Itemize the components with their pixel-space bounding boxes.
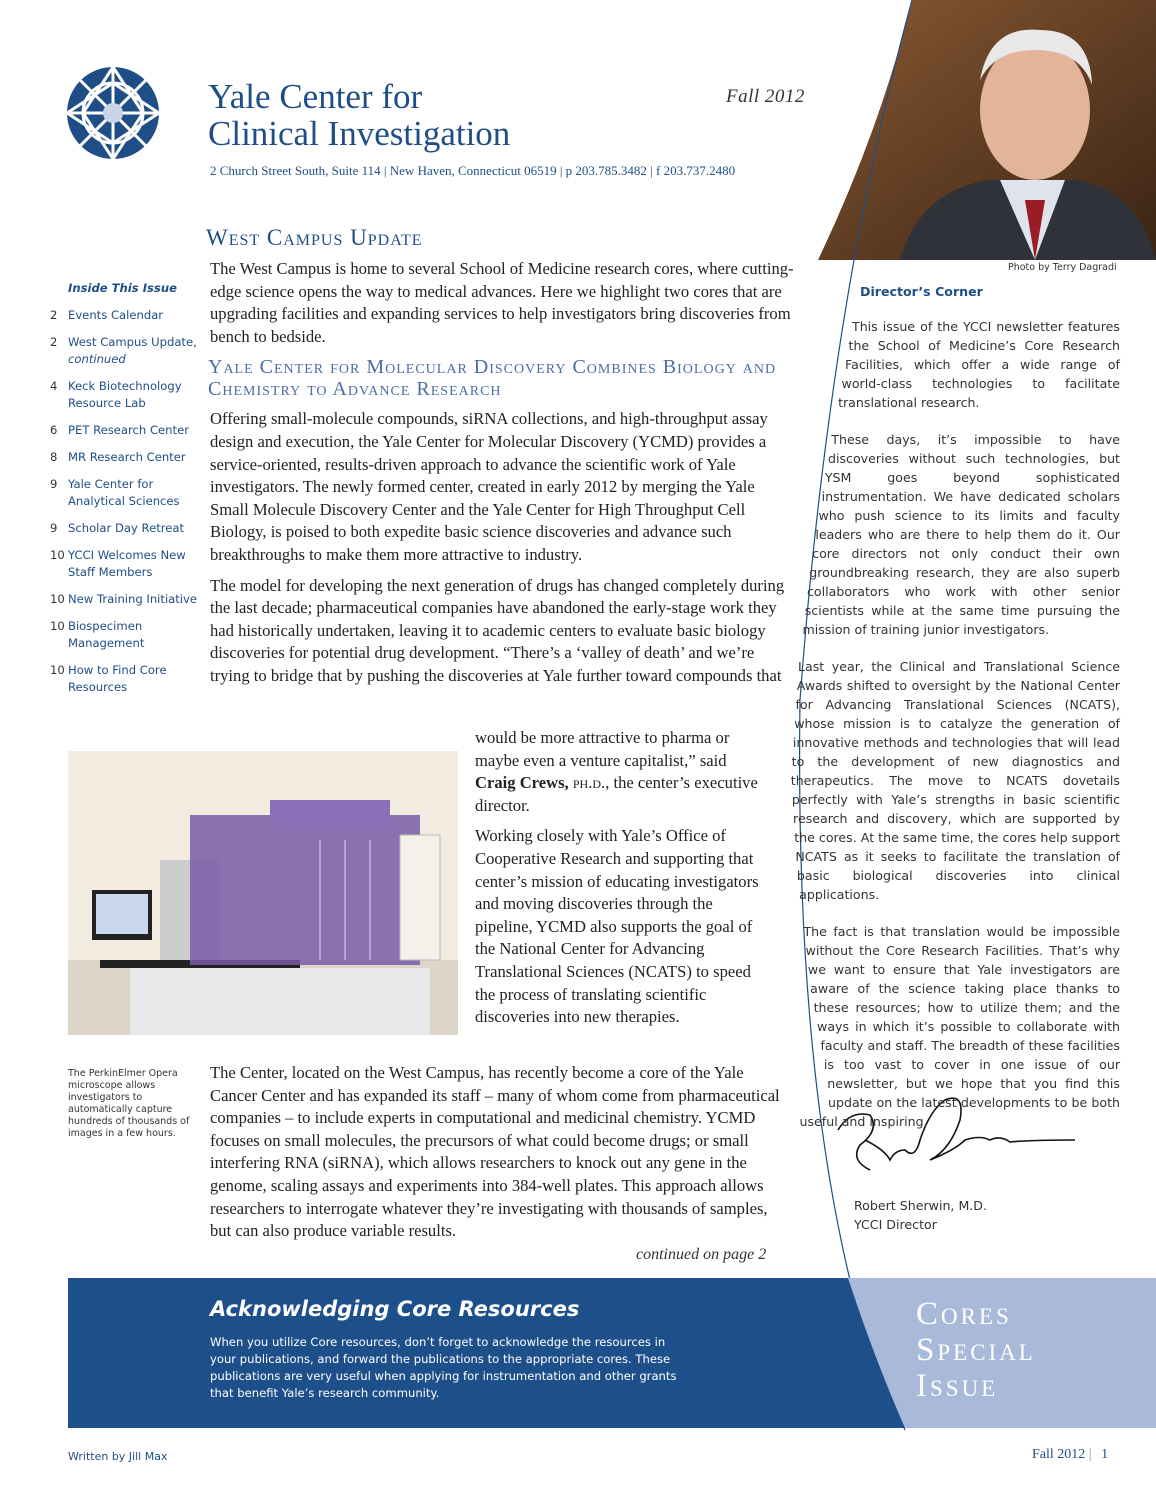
toc-item[interactable] <box>50 449 200 466</box>
toc-label: Yale Center for Analytical Sciences <box>68 477 180 508</box>
toc-item[interactable] <box>50 520 200 537</box>
title-line-1: Yale Center for <box>208 77 423 116</box>
toc-label: How to Find Core Resources <box>68 663 167 694</box>
address: 2 Church Street South, Suite 114 | New Haven, Connecticut 06519 | p 203.785.3482 | f 203.737.2480 <box>210 163 736 178</box>
footer-page: Fall 2012 | 1 <box>1032 1447 1109 1462</box>
toc-label: YCCI Welcomes New Staff Members <box>68 548 186 579</box>
paragraph-2a: The model for developing the next generation of drugs has changed completely during the last decade; pharmaceutical companies have abandoned the early-stage work they had historically undertaken, leaving it to academic centers to evaluate basic biology discoveries for potential drug development. “There’s a ‘valley of death’ and we’re trying to bridge that by pushing the discoveries at Yale further toward compounds that <box>210 575 785 685</box>
toc-label: Scholar Day Retreat <box>68 521 185 535</box>
toc-item[interactable] <box>50 662 200 696</box>
article-subtitle: Yale Center for Molecular Discovery Combines Biology and Chemistry to Advance Research <box>208 356 777 401</box>
footer-author: Written by Jill Max <box>68 1450 168 1463</box>
toc-page-number: 4 <box>50 379 58 393</box>
toc-label: New Training Initiative <box>68 592 198 606</box>
director-paragraph: The fact is that translation would be impossible without the Core Research Facilities. That’s why we want to ensure that Yale investigators are aware of the science taking place thanks to these resources; how to utilize them; and the ways in which it’s possible to collaborate with faculty and staff. The breadth of these facilities is too vast to cover in one issue of our newsletter, but we hope that you find this update on the latest developments to be both useful and inspiring. <box>799 924 1120 1129</box>
photo-caption: The PerkinElmer Opera microscope allows investigators to automatically capture hundreds of thousands of images in a few hours. <box>68 1068 190 1139</box>
directors-corner-heading: Director’s Corner <box>860 284 983 299</box>
toc-item[interactable] <box>50 547 200 581</box>
director-signoff <box>854 1196 987 1234</box>
section-title: West Campus Update <box>206 225 423 250</box>
directors-corner <box>790 282 1120 1149</box>
toc-page-number: 2 <box>50 308 58 322</box>
photo-credit: Photo by Terry Dagradi <box>1008 262 1117 273</box>
toc-page-number: 6 <box>50 423 58 437</box>
toc-item[interactable] <box>50 476 200 510</box>
yale-logo <box>67 67 159 159</box>
toc-page-number: 10 <box>50 663 65 677</box>
paragraph-3: Working closely with Yale’s Office of Cooperative Research and supporting that center’s mission of educating investigators and moving discoveries through the pipeline, YCMD also supports the goal of the National Center for Advancing Translational Sciences (NCATS) to speed the process of translating scientific discoveries into new therapies. <box>475 826 759 1027</box>
director-role: YCCI Director <box>854 1217 937 1232</box>
banner-title: Acknowledging Core Resources <box>210 1297 580 1321</box>
toc-item[interactable] <box>50 334 200 368</box>
toc-page-number: 10 <box>50 619 65 633</box>
lab-photo <box>68 751 458 1035</box>
table-of-contents <box>50 280 200 706</box>
director-paragraph: This issue of the YCCI newsletter features the School of Medicine’s Core Research Facilities, which offer a wide range of world-class technologies to facilitate translational research. <box>838 319 1120 410</box>
paragraph-4: The Center, located on the West Campus, has recently become a core of the Yale Cancer Center and has expanded its staff – many of whom come from pharmaceutical companies – to include experts in computational and medicinal chemistry. YCMD focuses on small molecules, the precursors of what could become drugs; or small interfering RNA (siRNA), which allows researchers to knock out any gene in the genome, scaling assays and experiments into 384-well plates. This approach allows researchers to interrogate whatever they’re investigating with thousands of samples, but can also produce variable results. <box>210 1063 780 1241</box>
toc-heading: Inside This Issue <box>68 281 177 295</box>
toc-item[interactable] <box>50 307 200 324</box>
paragraph-1: Offering small-molecule compounds, siRNA collections, and high-throughput assay design and execution, the Yale Center for Molecular Discovery (YCMD) provides a service-oriented, results-driven approach to advance the scientific work of Yale investigators. The newly formed center, created in early 2012 by merging the Yale Small Molecule Discovery Center and the Yale Center for High Throughput Cell Biology, is poised to both expedite basic science discoveries and advance such breakthroughs to make them more attractive to industry. <box>210 409 768 564</box>
toc-label: Biospecimen Management <box>68 619 145 650</box>
article-bottom <box>210 1062 790 1251</box>
toc-page-number: 9 <box>50 521 58 535</box>
newsletter-title <box>208 78 510 152</box>
director-paragraph: These days, it’s impossible to have discoveries without such technologies, but YSM goes beyond sophisticated instrumentation. We have dedicated scholars who push science to its limits and faculty leaders who are there to help them do it. Our core directors not only conduct their own groundbreaking research, they are also superb collaborators who work with other senior scientists while at the same time pursuing the mission of training junior investigators. <box>802 432 1120 637</box>
toc-page-number: 10 <box>50 592 65 606</box>
article-top <box>210 258 795 696</box>
toc-label: PET Research Center <box>68 423 189 437</box>
special-issue-label: Cores Special Issue <box>916 1296 1036 1404</box>
toc-item[interactable] <box>50 422 200 439</box>
banner-text: When you utilize Core resources, don’t forget to acknowledge the resources in your publications, and forward the publications to the appropriate cores. These publications are very useful when applying for instrumentation and other grants that benefit Yale’s research community. <box>210 1335 677 1400</box>
article-side <box>475 727 770 1037</box>
toc-label: Keck Biotechnology Resource Lab <box>68 379 182 410</box>
toc-page-number: 2 <box>50 335 58 349</box>
director-name: Robert Sherwin, M.D. <box>854 1198 988 1213</box>
toc-page-number: 9 <box>50 477 58 491</box>
toc-item[interactable] <box>50 378 200 412</box>
title-line-2: Clinical Investigation <box>208 114 511 153</box>
toc-label: West Campus Update, continued <box>68 335 197 366</box>
intro-paragraph: The West Campus is home to several School of Medicine research cores, where cutting-edge science opens the way to medical advances. Here we highlight two cores that are upgrading facilities and expanding services to help investigators bring discoveries from bench to bedside. <box>210 259 794 346</box>
director-paragraph: Last year, the Clinical and Translational Science Awards shifted to oversight by the National Center for Advancing Translational Sciences (NCATS), whose mission is to catalyze the generation of innovative methods and technologies that will lead to the development of new diagnostics and therapeutics. The move to NCATS dovetails perfectly with Yale’s strengths in basic scientific research and discovery, which are supported by the cores. At the same time, the cores help support NCATS as it seeks to facilitate the translation of basic biological discoveries into clinical applications. <box>790 659 1120 902</box>
issue-date: Fall 2012 <box>726 86 805 107</box>
toc-label: MR Research Center <box>68 450 186 464</box>
toc-item[interactable] <box>50 618 200 652</box>
toc-page-number: 10 <box>50 548 65 562</box>
toc-page-number: 8 <box>50 450 58 464</box>
director-photo <box>800 0 1156 260</box>
toc-label: Events Calendar <box>68 308 164 322</box>
paragraph-2b: would be more attractive to pharma or maybe even a venture capitalist,” said Craig Crews, ph.d., the center’s executive director. <box>475 728 758 815</box>
toc-item[interactable] <box>50 591 200 608</box>
continued-link[interactable]: continued on page 2 <box>636 1246 767 1263</box>
